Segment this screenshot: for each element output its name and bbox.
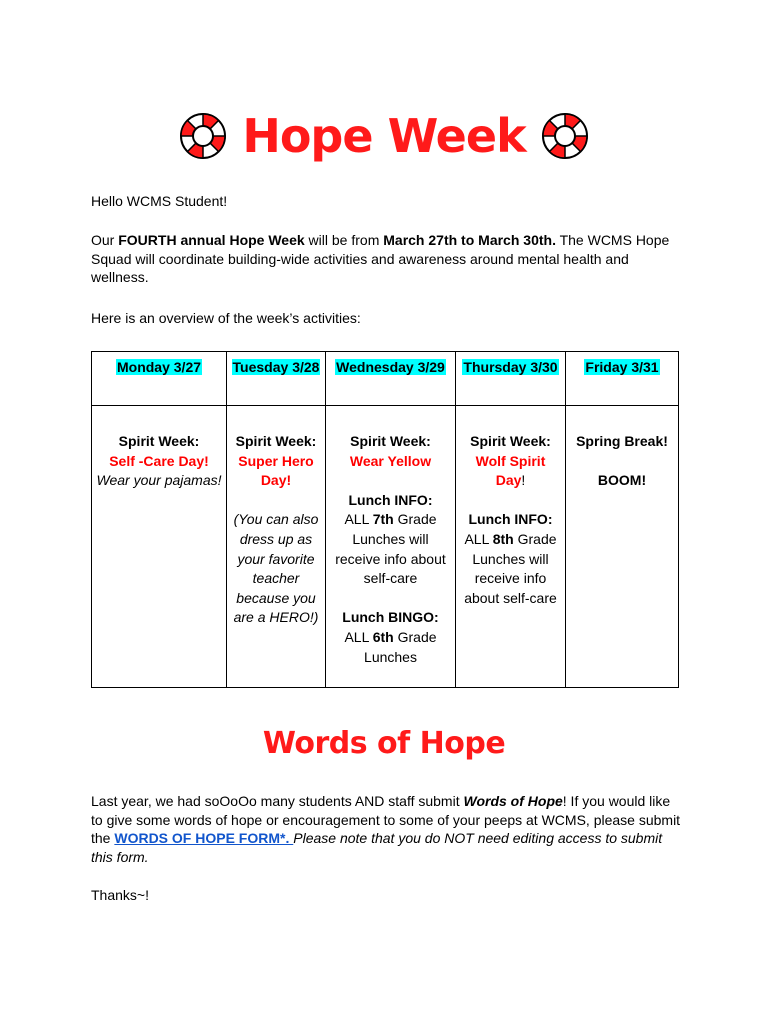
lunch-info-pre: ALL — [344, 511, 373, 528]
thursday-theme: Wolf Spirit Day — [475, 452, 546, 489]
words-of-hope-form-link[interactable]: WORDS OF HOPE FORM*. — [114, 830, 294, 846]
header-cell — [227, 352, 326, 406]
header-friday: Friday 3/31 — [585, 359, 659, 375]
intro-text-1: Our — [91, 232, 119, 248]
schedule-table — [91, 351, 679, 688]
intro-dates: March 27th to March 30th. — [383, 232, 556, 248]
thursday-label: Spirit Week: — [470, 433, 551, 449]
wednesday-bingo — [330, 628, 451, 667]
monday-note: Wear your pajamas! — [96, 472, 222, 489]
schedule-body-row — [92, 406, 679, 688]
tuesday-note: (You can also dress up as your favorite teacher because you are a HERO!) — [233, 511, 319, 626]
lunch-info-post: Grade Lunches will receive info about self-care — [464, 530, 557, 606]
schedule-header-row — [92, 352, 679, 406]
intro-paragraph — [91, 231, 681, 287]
thursday-lunch-info-label: Lunch INFO: — [468, 511, 553, 528]
intro-text-3: The WCMS Hope Squad will coordinate building-wide activities and awareness around mental health and wellness. — [91, 232, 670, 285]
wednesday-cell — [326, 406, 456, 688]
thursday-lunch-info — [460, 530, 561, 608]
lunch-info-grade: 8th — [492, 530, 514, 547]
wednesday-bingo-label: Lunch BINGO: — [342, 609, 439, 626]
header-wednesday: Wednesday 3/29 — [336, 359, 445, 375]
header-tuesday: Tuesday 3/28 — [232, 359, 320, 375]
tuesday-cell — [227, 406, 326, 688]
life-ring-icon — [540, 111, 590, 161]
wednesday-label: Spirit Week: — [350, 433, 431, 449]
header-monday: Monday 3/27 — [116, 359, 202, 375]
header-cell — [566, 352, 679, 406]
intro-text-2: will be from — [304, 232, 384, 248]
page-title: Hope Week — [242, 109, 526, 163]
monday-label: Spirit Week: — [118, 433, 200, 449]
title-row — [0, 96, 768, 176]
wednesday-lunch-info — [330, 510, 451, 588]
wednesday-theme: Wear Yellow — [349, 452, 432, 469]
words-emphasis: Words of Hope — [463, 793, 563, 809]
overview-text: Here is an overview of the week’s activities: — [91, 310, 361, 326]
words-text-2: ! If you would like to give some words of hope or encouragement to some of your peeps at WCMS, please submit the — [91, 793, 681, 846]
bingo-grade: 6th — [372, 628, 394, 645]
thanks-text: Thanks~! — [91, 887, 149, 903]
friday-cell — [566, 406, 679, 688]
words-paragraph — [91, 792, 681, 866]
header-cell — [92, 352, 227, 406]
thursday-theme-end: ! — [521, 472, 526, 489]
wednesday-lunch-info-label: Lunch INFO: — [348, 491, 433, 508]
header-cell — [456, 352, 566, 406]
tuesday-label: Spirit Week: — [235, 433, 317, 449]
friday-line2: BOOM! — [597, 472, 647, 489]
thursday-theme-line — [460, 452, 561, 491]
monday-cell — [92, 406, 227, 688]
bingo-pre: ALL — [344, 628, 373, 645]
lunch-info-grade: 7th — [372, 511, 394, 528]
bingo-post: Grade Lunches — [364, 628, 437, 665]
life-ring-icon — [178, 111, 228, 161]
lunch-info-post: Grade Lunches will receive info about self-care — [335, 511, 446, 587]
lunch-info-pre: ALL — [464, 530, 493, 547]
header-cell — [326, 352, 456, 406]
greeting: Hello WCMS Student! — [91, 193, 228, 209]
words-text-3: Please note that you do NOT need editing access to submit this form. — [91, 830, 663, 865]
tuesday-theme: Super Hero Day! — [238, 452, 314, 489]
header-thursday: Thursday 3/30 — [463, 359, 558, 375]
intro-fourth: FOURTH annual Hope Week — [118, 232, 305, 248]
monday-theme: Self -Care Day! — [109, 452, 209, 469]
thursday-cell — [456, 406, 566, 688]
friday-line1: Spring Break! — [576, 433, 668, 449]
words-of-hope-title: Words of Hope — [262, 726, 506, 761]
words-text-1: Last year, we had soOoOo many students AND staff submit — [91, 793, 464, 809]
